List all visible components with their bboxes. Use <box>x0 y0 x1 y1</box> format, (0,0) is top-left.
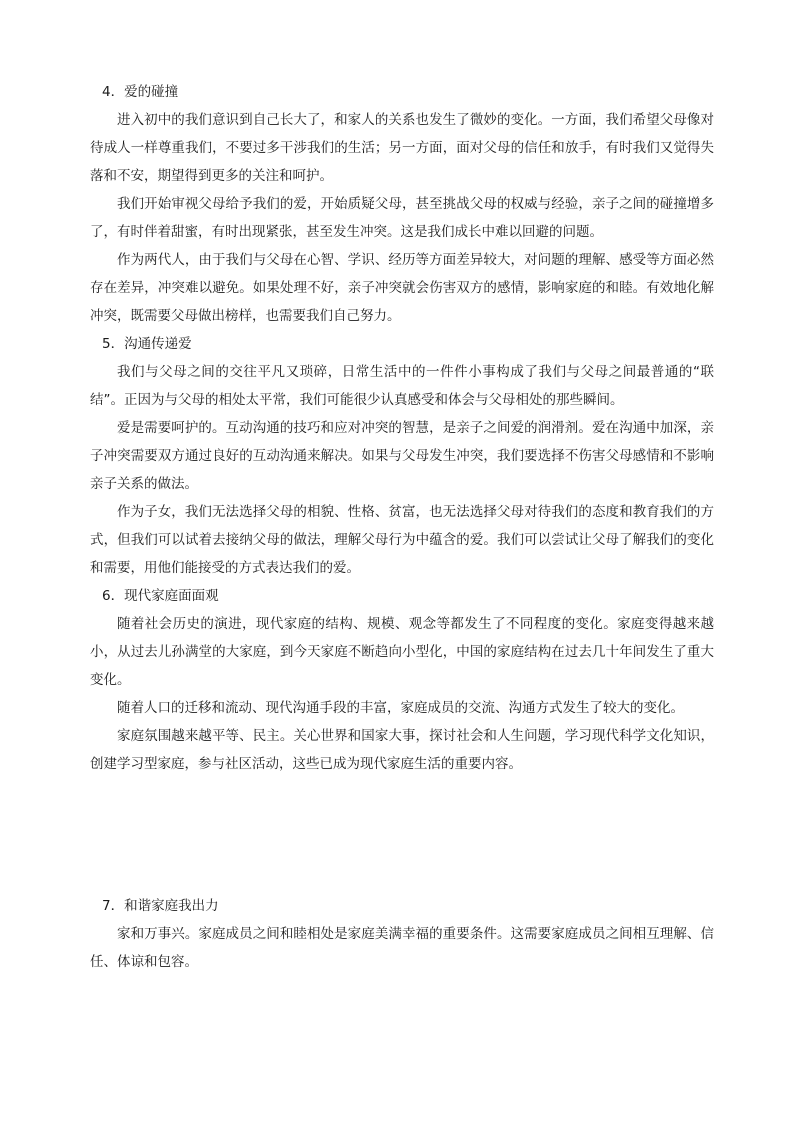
paragraph: 进入初中的我们意识到自己长大了，和家人的关系也发生了微妙的变化。一方面，我们希望父母像对待成人一样尊重我们，不要过多干涉我们的生活；另一方面，面对父母的信任和放手，有时我们又觉得失落和不安，期望得到更多的关注和呵护。 <box>90 112 714 184</box>
section-heading-7: 7．和谐家庭我出力 <box>102 898 219 914</box>
paragraph: 爱是需要呵护的。互动沟通的技巧和应对冲突的智慧，是亲子之间爱的润滑剂。爱在沟通中加深，亲子冲突需要双方通过良好的互动沟通来解决。如果与父母发生冲突，我们要选择不伤害父母感情和不影响亲子关系的做法。 <box>90 420 714 492</box>
paragraph: 随着人口的迁移和流动、现代沟通手段的丰富，家庭成员的交流、沟通方式发生了较大的变化。 <box>117 700 684 716</box>
paragraph: 作为子女，我们无法选择父母的相貌、性格、贫富，也无法选择父母对待我们的态度和教育我们的方式，但我们可以试着去接纳父母的做法，理解父母行为中蕴含的爱。我们可以尝试让父母了解我们的变化和需要，用他们能接受的方式表达我们的爱。 <box>90 504 714 576</box>
paragraph: 家和万事兴。家庭成员之间和睦相处是家庭美满幸福的重要条件。这需要家庭成员之间相互理解、信任、体谅和包容。 <box>90 926 714 970</box>
paragraph: 我们与父母之间的交往平凡又琐碎，日常生活中的一件件小事构成了我们与父母之间最普通的“联结”。正因为与父母的相处太平常，我们可能很少认真感受和体会与父母相处的那些瞬间。 <box>90 364 714 408</box>
document-body <box>90 78 714 976</box>
blank-space <box>90 778 714 892</box>
section-heading-5: 5．沟通传递爱 <box>102 336 192 352</box>
paragraph: 作为两代人，由于我们与父母在心智、学识、经历等方面差异较大，对问题的理解、感受等方面必然存在差异，冲突难以避免。如果处理不好，亲子冲突就会伤害双方的感情，影响家庭的和睦。有效地化解冲突，既需要父母做出榜样，也需要我们自己努力。 <box>90 252 714 324</box>
paragraph: 我们开始审视父母给予我们的爱，开始质疑父母，甚至挑战父母的权威与经验，亲子之间的碰撞增多了，有时伴着甜蜜，有时出现紧张，甚至发生冲突。这是我们成长中难以回避的问题。 <box>90 196 714 240</box>
section-heading-4: 4．爱的碰撞 <box>102 84 179 100</box>
paragraph: 随着社会历史的演进，现代家庭的结构、规模、观念等都发生了不同程度的变化。家庭变得越来越小，从过去儿孙满堂的大家庭，到今天家庭不断趋向小型化，中国的家庭结构在过去几十年间发生了重大变化。 <box>90 616 714 688</box>
section-heading-6: 6．现代家庭面面观 <box>102 588 219 604</box>
paragraph: 家庭氛围越来越平等、民主。关心世界和国家大事，探讨社会和人生问题，学习现代科学文化知识，创建学习型家庭，参与社区活动，这些已成为现代家庭生活的重要内容。 <box>90 728 714 772</box>
